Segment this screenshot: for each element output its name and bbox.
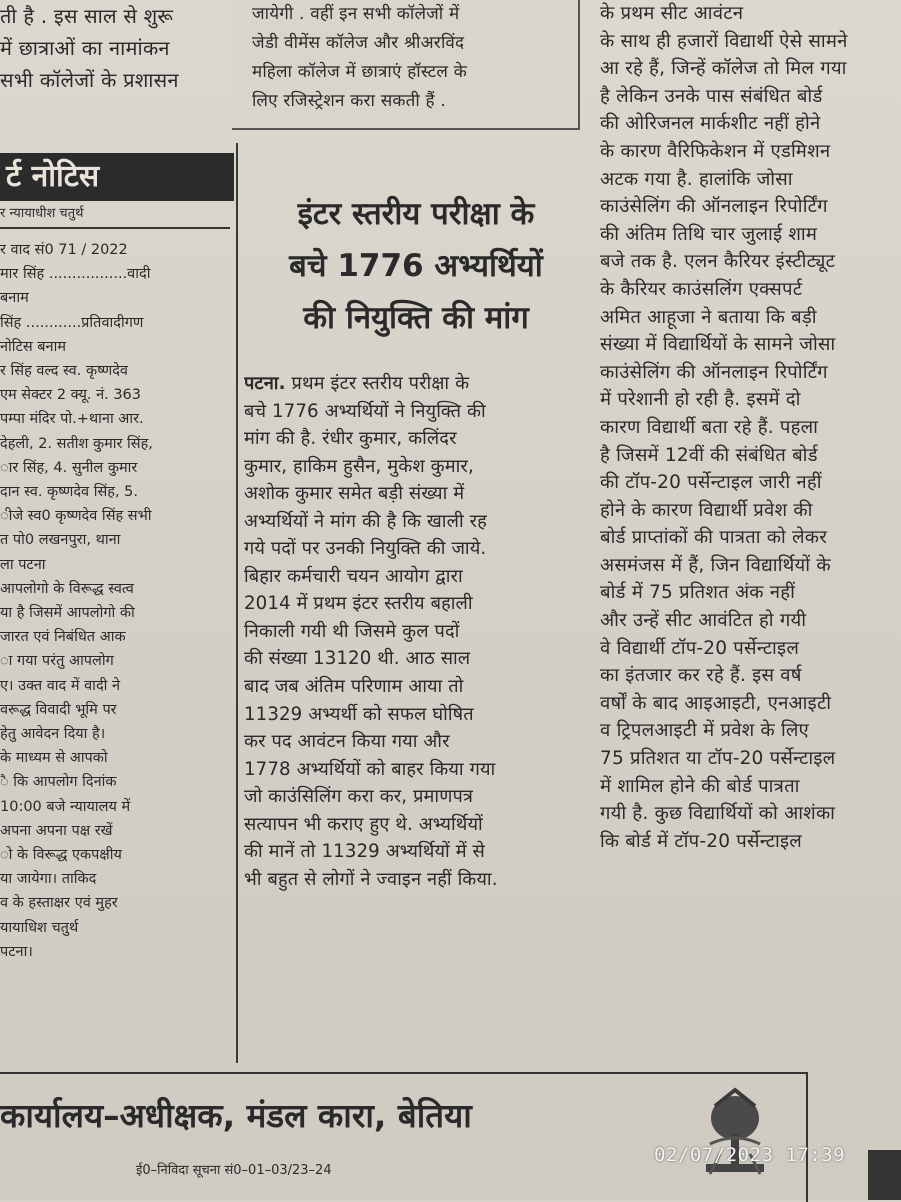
text-line: की टॉप-20 पर्सेन्टाइल जारी नहीं: [600, 472, 822, 494]
first-line: प्रथम इंटर स्तरीय परीक्षा के: [285, 373, 470, 394]
tender-advertisement: [0, 1072, 808, 1202]
text-line: दान स्व. कृष्णदेव सिंह, 5.: [0, 484, 139, 501]
text-line: यायाधिश चतुर्थ: [0, 919, 79, 936]
headline-line: इंटर स्तरीय परीक्षा के: [297, 196, 535, 232]
text-line: है जिसमें 12वीं की संबंधित बोर्ड: [600, 444, 818, 466]
next-ad-fragment: [868, 1150, 901, 1200]
text-line: नोटिस बनाम: [0, 338, 67, 355]
text-line: काउंसेलिंग की ऑनलाइन रिपोर्टिंग: [600, 361, 828, 383]
notice-subline: र न्यायाधीश चतुर्थ: [0, 206, 84, 221]
article-headline: [238, 188, 594, 344]
text-line: 75 प्रतिशत या टॉप-20 पर्सेन्टाइल: [600, 748, 836, 770]
text-line: के कारण वैरिफिकेशन में एडमिशन: [600, 140, 831, 162]
article-body: [244, 370, 590, 893]
text-line: महिला कॉलेज में छात्राएं हॉस्टल के: [252, 62, 468, 82]
text-line: बजे तक है. एलन कैरियर इंस्टीट्यूट: [600, 251, 836, 273]
text-line: निकाली गयी थी जिसमे कुल पदों: [244, 620, 460, 642]
top-left-snippet: [0, 0, 230, 118]
text-line: बाद जब अंतिम परिणाम आया तो: [244, 676, 464, 698]
text-line: सभी कॉलेजों के प्रशासन: [0, 68, 179, 92]
text-line: एम सेक्टर 2 क्यू. नं. 363: [0, 387, 142, 404]
text-line: अटक गया है. हालांकि जोसा: [600, 168, 793, 190]
text-line: की ओरिजनल मार्कशीट नहीं होने: [600, 113, 821, 135]
headline-line: की नियुक्ति की मांग: [303, 300, 529, 336]
text-line: ए। उक्त वाद में वादी ने: [0, 677, 121, 694]
text-line: गयी है. कुछ विद्यार्थियों को आशंका: [600, 803, 836, 825]
text-line: और उन्हें सीट आवंटित हो गयी: [600, 610, 807, 632]
text-line: वरूद्ध विवादी भूमि पर: [0, 701, 117, 718]
top-middle-snippet: [232, 0, 580, 130]
text-line: पटना।: [0, 943, 33, 960]
text-line: बोर्ड में 75 प्रतिशत अंक नहीं: [600, 582, 796, 604]
text-line: सिंह ............प्रतिवादीगण: [0, 314, 144, 331]
text-line: कुमार, हाकिम हुसैन, मुकेश कुमार,: [244, 455, 474, 477]
text-line: बचे 1776 अभ्यर्थियों ने नियुक्ति की: [244, 400, 486, 422]
text-line: जायेगी . वहीं इन सभी कॉलेजों में: [252, 4, 460, 24]
text-line: व के हस्ताक्षर एवं मुहर: [0, 895, 118, 912]
main-article: [238, 150, 594, 1040]
text-line: आ रहे हैं, जिन्हें कॉलेज तो मिल गया: [600, 58, 847, 80]
text-line: की मानें तो 11329 अभ्यर्थियों में से: [244, 841, 485, 863]
text-line: का इंतजार कर रहे हैं. इस वर्ष: [600, 665, 802, 687]
text-line: वे विद्यार्थी टॉप-20 पर्सेन्टाइल: [600, 637, 800, 659]
text-line: है लेकिन उनके पास संबंधित बोर्ड: [600, 85, 823, 107]
ad-subtitle: ई0–निविदा सूचना सं0–01–03/23–24: [136, 1163, 332, 1178]
text-line: की अंतिम तिथि चार जुलाई शाम: [600, 223, 818, 245]
text-line: बिहार कर्मचारी चयन आयोग द्वारा: [244, 565, 463, 587]
text-line: 11329 अभ्यर्थी को सफल घोषित: [244, 703, 474, 725]
text-line: में परेशानी हो रही है. इसमें दो: [600, 389, 801, 411]
text-line: व ट्रिपलआइटी में प्रवेश के लिए: [600, 720, 809, 742]
text-line: मार सिंह .................वादी: [0, 266, 151, 283]
text-line: में शामिल होने की बोर्ड पात्रता: [600, 775, 800, 797]
headline-line: बचे 1776 अभ्यर्थियों: [289, 248, 543, 284]
text-line: ै कि आपलोग दिनांक: [0, 774, 117, 791]
text-line: लिए रजिस्ट्रेशन करा सकती हैं .: [252, 91, 446, 111]
dateline: पटना.: [244, 373, 286, 394]
text-line: के साथ ही हजारों विद्यार्थी ऐसे सामने: [600, 30, 848, 52]
divider: [0, 227, 230, 229]
text-line: र वाद सं0 71 / 2022: [0, 242, 128, 258]
text-line: कारण विद्यार्थी बता रहे हैं. पहला: [600, 416, 819, 438]
text-line: जेडी वीमेंस कॉलेज और श्रीअरविंद: [252, 33, 465, 53]
photo-timestamp: 02/07/2023 17:39: [654, 1144, 846, 1166]
text-line: के कैरियर काउंसलिंग एक्सपर्ट: [600, 278, 803, 300]
text-line: के प्रथम सीट आवंटन: [600, 3, 744, 24]
text-line: वर्षों के बाद आइआइटी, एनआइटी: [600, 692, 832, 714]
text-line: बोर्ड प्राप्तांकों की पात्रता को लेकर: [600, 527, 827, 549]
text-line: में छात्राओं का नामांकन: [0, 36, 170, 60]
text-line: कर पद आवंटन किया गया और: [244, 731, 450, 753]
text-line: आपलोगो के विरूद्ध स्वत्व: [0, 580, 134, 597]
text-line: या जायेगा। ताकिद: [0, 871, 97, 888]
text-line: जारत एवं निबंधित आक: [0, 629, 126, 646]
text-line: ला पटना: [0, 556, 46, 573]
text-line: की संख्या 13120 थी. आठ साल: [244, 648, 471, 670]
notice-body: [0, 238, 228, 964]
text-line: अपना अपना पक्ष रखें: [0, 822, 113, 839]
bihar-emblem-icon: [690, 1084, 780, 1184]
text-line: 1778 अभ्यर्थियों को बाहर किया गया: [244, 758, 496, 780]
text-line: अभ्यर्थियों ने मांग की है कि खाली रह: [244, 510, 487, 532]
text-line: पम्पा मंदिर पो.+थाना आर.: [0, 411, 144, 428]
text-line: असमंजस में हैं, जिन विद्यार्थियों के: [600, 554, 831, 576]
text-line: 2014 में प्रथम इंटर स्तरीय बहाली: [244, 593, 473, 615]
text-line: जो काउंसिलिंग करा कर, प्रमाणपत्र: [244, 786, 474, 808]
text-line: अशोक कुमार समेत बड़ी संख्या में: [244, 483, 465, 505]
text-line: के माध्यम से आपको: [0, 750, 108, 767]
text-line: ा गया परंतु आपलोग: [0, 653, 114, 670]
text-line: हेतु आवेदन दिया है।: [0, 726, 106, 743]
article-body-rest: [244, 398, 590, 894]
text-line: र सिंह वल्द स्व. कृष्णदेव: [0, 363, 128, 380]
text-line: ो के विरूद्ध एकपक्षीय: [0, 847, 122, 864]
text-line: गये पदों पर उनकी नियुक्ति की जाये.: [244, 538, 487, 560]
court-notice: [0, 143, 238, 1063]
text-line: मांग की है. रंधीर कुमार, कलिंदर: [244, 428, 457, 450]
text-line: बनाम: [0, 290, 29, 307]
text-line: होने के कारण विद्यार्थी प्रवेश की: [600, 499, 813, 521]
text-line: संख्या में विद्यार्थियों के सामने जोसा: [600, 334, 836, 356]
text-line: ार सिंह, 4. सुनील कुमार: [0, 459, 138, 476]
text-line: त पो0 लखनपुरा, थाना: [0, 532, 121, 549]
text-line: ती है . इस साल से शुरू: [0, 4, 174, 28]
text-line: काउंसेलिंग की ऑनलाइन रिपोर्टिंग: [600, 196, 828, 218]
right-column-article: [600, 0, 901, 1060]
text-line: अमित आहूजा ने बताया कि बड़ी: [600, 306, 817, 328]
text-line: [244, 370, 590, 398]
text-line: सत्यापन भी कराए हुए थे. अभ्यर्थियों: [244, 813, 483, 835]
text-line: ीजे स्व0 कृष्णदेव सिंह सभी: [0, 508, 152, 525]
text-line: 10:00 बजे न्यायालय में: [0, 798, 131, 815]
text-line: कि बोर्ड में टॉप-20 पर्सेन्टाइल: [600, 830, 803, 852]
text-line: देहली, 2. सतीश कुमार सिंह,: [0, 435, 153, 452]
text-line: भी बहुत से लोगों ने ज्वाइन नहीं किया.: [244, 868, 498, 890]
notice-banner: र्ट नोटिस: [0, 153, 234, 201]
text-line: या है जिसमें आपलोगो की: [0, 605, 135, 622]
ad-title: कार्यालय–अधीक्षक, मंडल कारा, बेतिया: [0, 1096, 472, 1135]
